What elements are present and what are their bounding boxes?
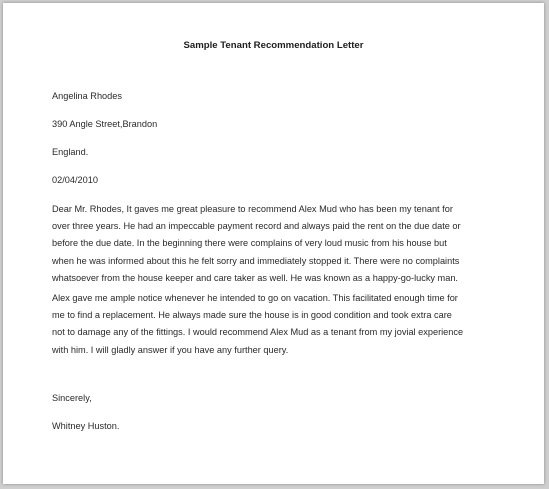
paragraph-line: when he was informed about this he felt sorry and immediately stopped it. There were no complaints: [52, 255, 460, 266]
paragraph-line: before the due date. In the beginning there were complains of very loud music from his house but: [52, 238, 447, 249]
letter-date: 02/04/2010: [52, 175, 98, 185]
address-line: 390 Angle Street,Brandon: [52, 119, 158, 129]
paragraph-line: over three years. He had an impeccable payment record and always paid the rent on the due date or: [52, 221, 461, 232]
paragraph-line: whatsoever from the house keeper and care taker as well. He was known as a happy-go-lucky man.: [52, 272, 458, 283]
sender-name: Angelina Rhodes: [52, 91, 122, 101]
address-country: England.: [52, 147, 89, 157]
paragraph-line: me to find a replacement. He always made sure the house is in good condition and took extra care: [52, 310, 452, 321]
signature-name: Whitney Huston.: [52, 421, 120, 431]
paragraph-line: with him. I will gladly answer if you have any further query.: [52, 344, 289, 355]
paragraph-line: Alex gave me ample notice whenever he intended to go on vacation. This facilitated enough time for: [52, 293, 458, 303]
body-paragraph-1: [52, 201, 461, 287]
paragraph-line: Dear Mr. Rhodes, It gaves me great pleasure to recommend Alex Mud who has been my tenant for: [52, 204, 453, 214]
closing: Sincerely,: [52, 393, 92, 403]
body-paragraph-2: [52, 290, 463, 359]
document-title: Sample Tenant Recommendation Letter: [183, 40, 364, 51]
letter-page: [3, 3, 544, 484]
paragraph-line: not to damage any of the fittings. I would recommend Alex Mud as a tenant from my jovial experience: [52, 327, 464, 338]
